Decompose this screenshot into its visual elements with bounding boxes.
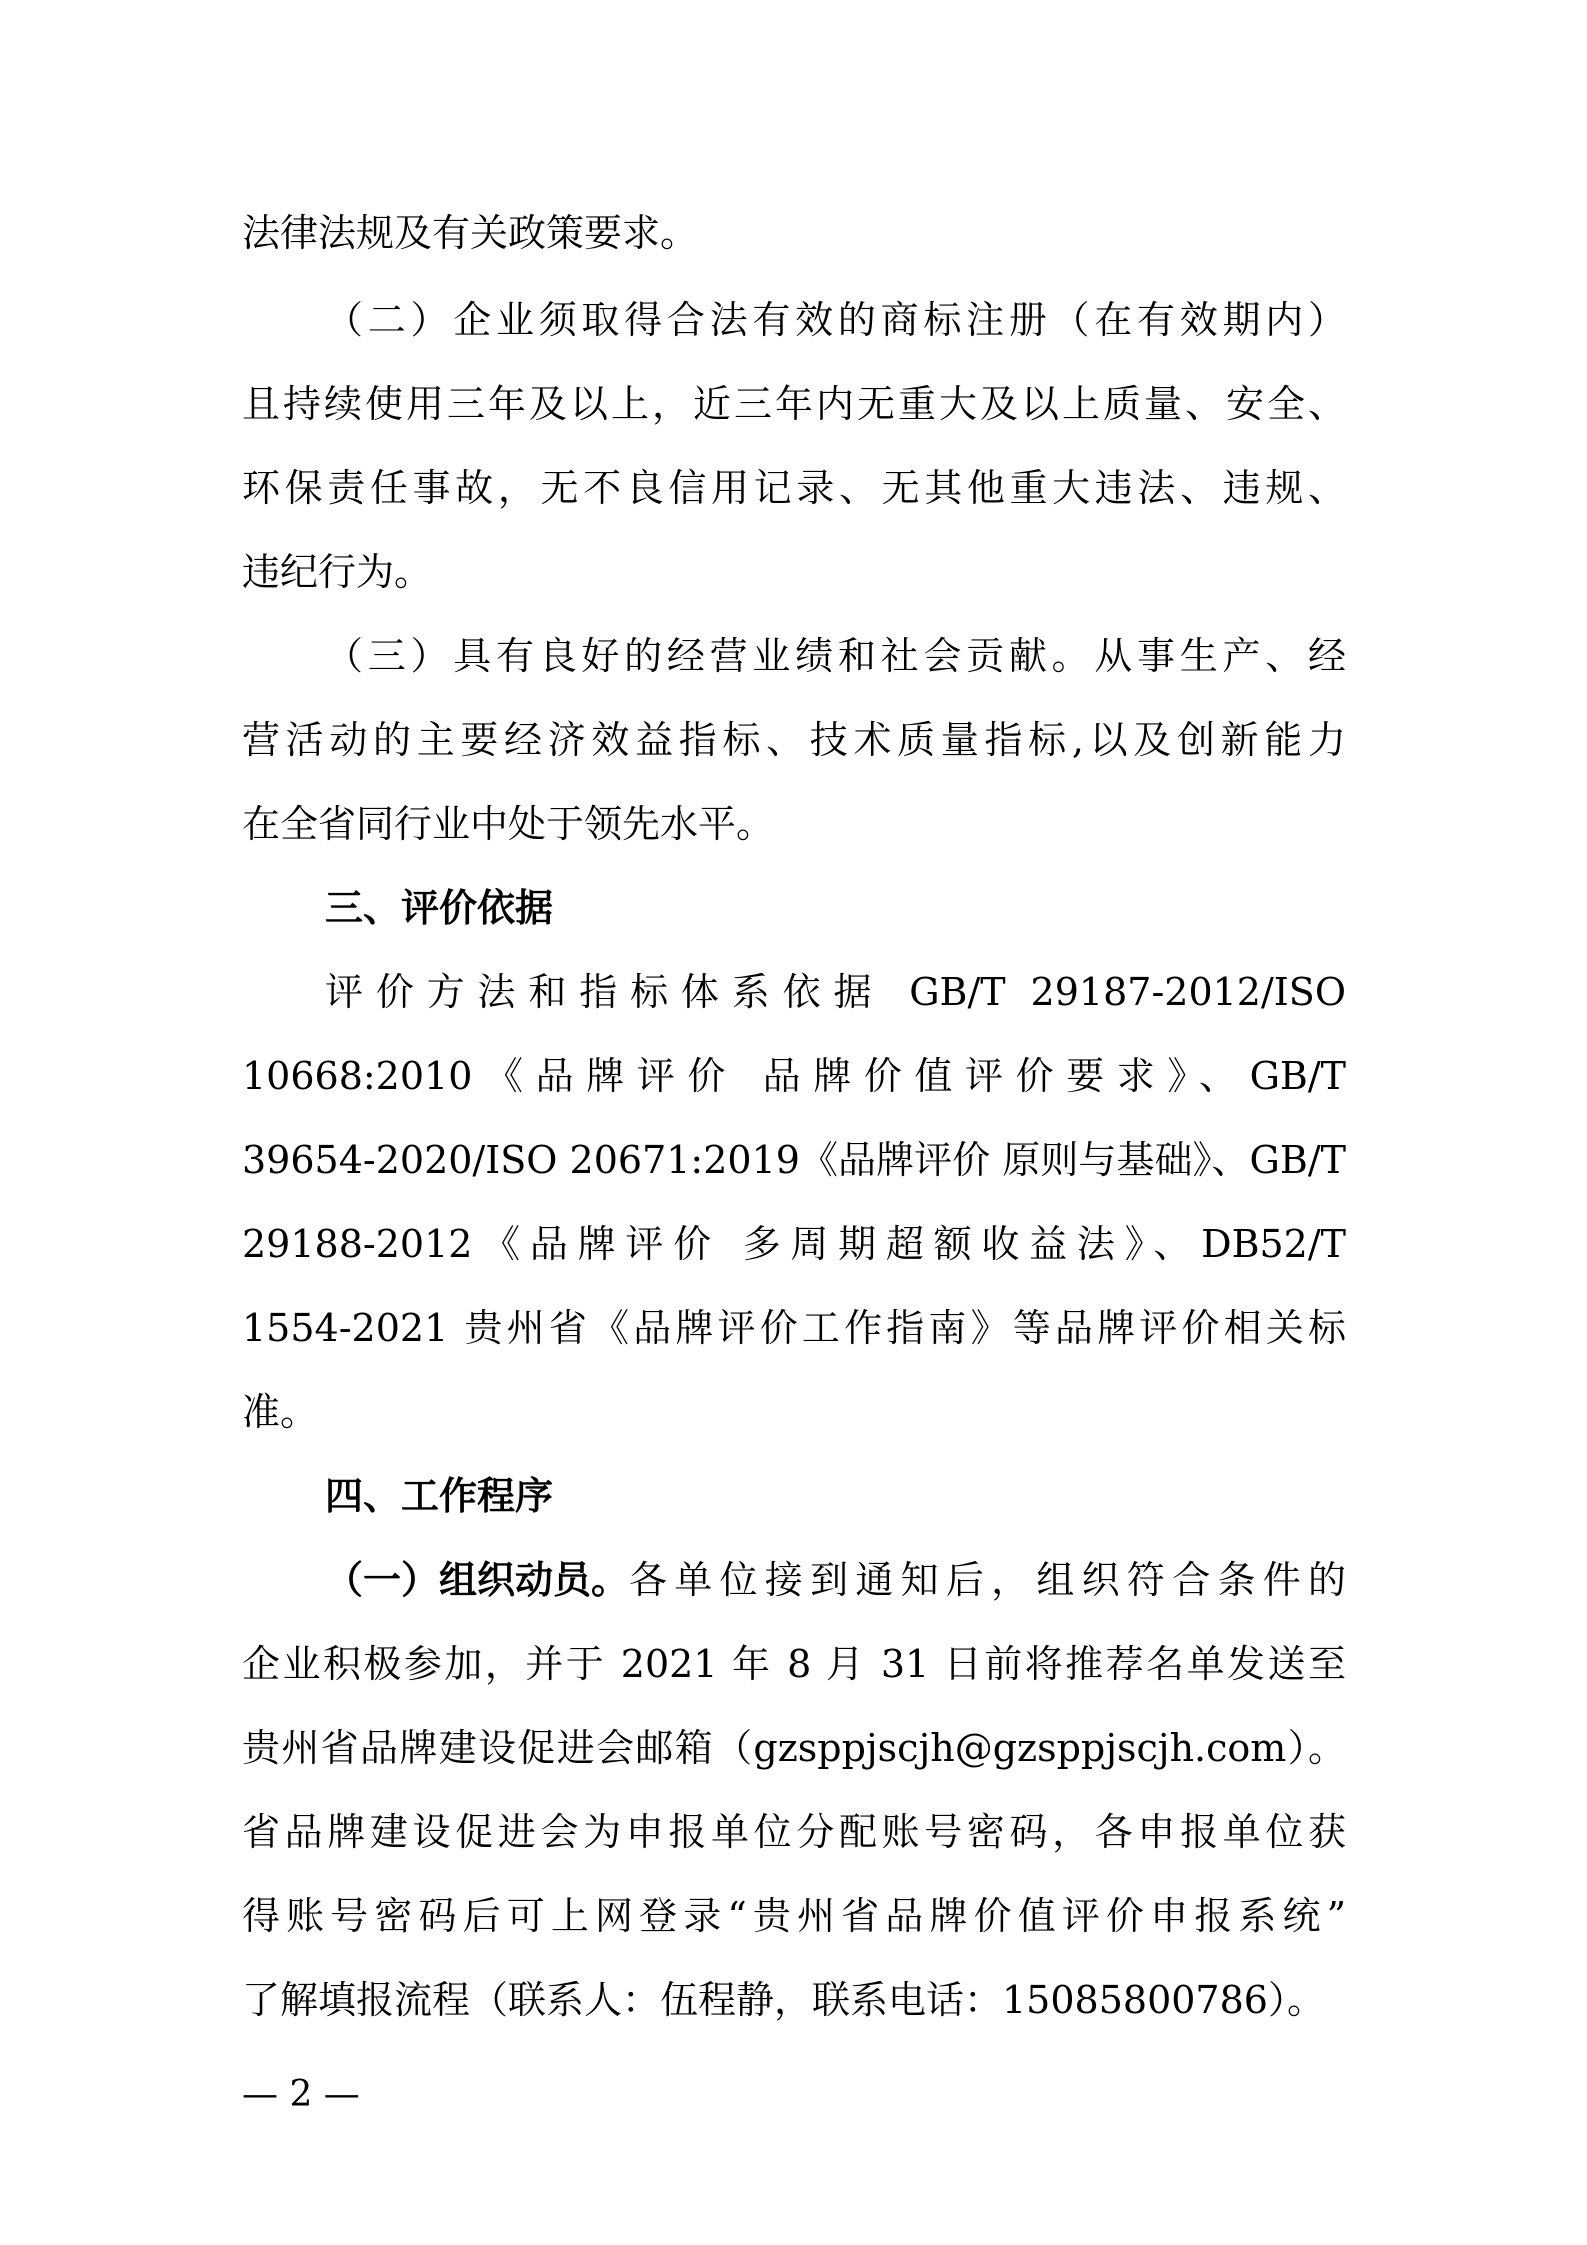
- section-3-line-4: 29188-2012《品牌评价 多周期超额收益法》、DB52/T: [242, 1222, 1346, 1266]
- item-3-line-1: （三）具有良好的经营业绩和社会贡献。从事生产、经: [325, 634, 1346, 678]
- item-1-tail: 法律法规及有关政策要求。: [242, 211, 699, 255]
- section-4-heading: 四、工作程序: [325, 1474, 554, 1518]
- item-2-line-1: （二）企业须取得合法有效的商标注册（在有效期内）: [325, 298, 1346, 342]
- section-3-line-3: 39654-2020/ISO 20671:2019《品牌评价 原则与基础》、GB/T: [242, 1138, 1346, 1182]
- item-3-line-3: 在全省同行业中处于领先水平。: [242, 802, 775, 846]
- item-2-line-3: 环保责任事故，无不良信用记录、无其他重大违法、违规、: [242, 466, 1346, 510]
- section-4-step-1-line-6: 了解填报流程（联系人：伍程静，联系电话：15085800786）。: [242, 1978, 1325, 2022]
- section-3-line-2: 10668:2010《品牌评价 品牌价值评价要求》、GB/T: [242, 1054, 1346, 1098]
- section-3-line-5: 1554-2021 贵州省《品牌评价工作指南》等品牌评价相关标: [242, 1306, 1346, 1350]
- step-1-line-1-rest: 各单位接到通知后，组织符合条件的: [629, 1558, 1346, 1602]
- section-4-step-1-line-3: 贵州省品牌建设促进会邮箱（gzsppjscjh@gzsppjscjh.com）。: [242, 1726, 1346, 1770]
- section-3-heading: 三、评价依据: [325, 886, 554, 930]
- section-3-line-1: 评价方法和指标体系依据 GB/T 29187-2012/ISO: [325, 970, 1346, 1014]
- step-1-label: （一）组织动员。: [325, 1558, 630, 1602]
- section-4-step-1-line-1: [325, 1550, 1346, 1610]
- section-4-step-1-line-2: 企业积极参加，并于 2021 年 8 月 31 日前将推荐名单发送至: [242, 1642, 1346, 1686]
- section-4-step-1-line-4: 省品牌建设促进会为申报单位分配账号密码，各申报单位获: [242, 1810, 1346, 1854]
- section-3-line-6: 准。: [242, 1390, 319, 1434]
- item-3-line-2: 营活动的主要经济效益指标、技术质量指标,以及创新能力: [242, 718, 1346, 762]
- item-2-line-4: 违纪行为。: [242, 550, 433, 594]
- item-2-line-2: 且持续使用三年及以上，近三年内无重大及以上质量、安全、: [242, 382, 1346, 426]
- page-number: — 2 —: [242, 2074, 360, 2115]
- section-4-step-1-line-5: 得账号密码后可上网登录“贵州省品牌价值评价申报系统”: [242, 1894, 1346, 1938]
